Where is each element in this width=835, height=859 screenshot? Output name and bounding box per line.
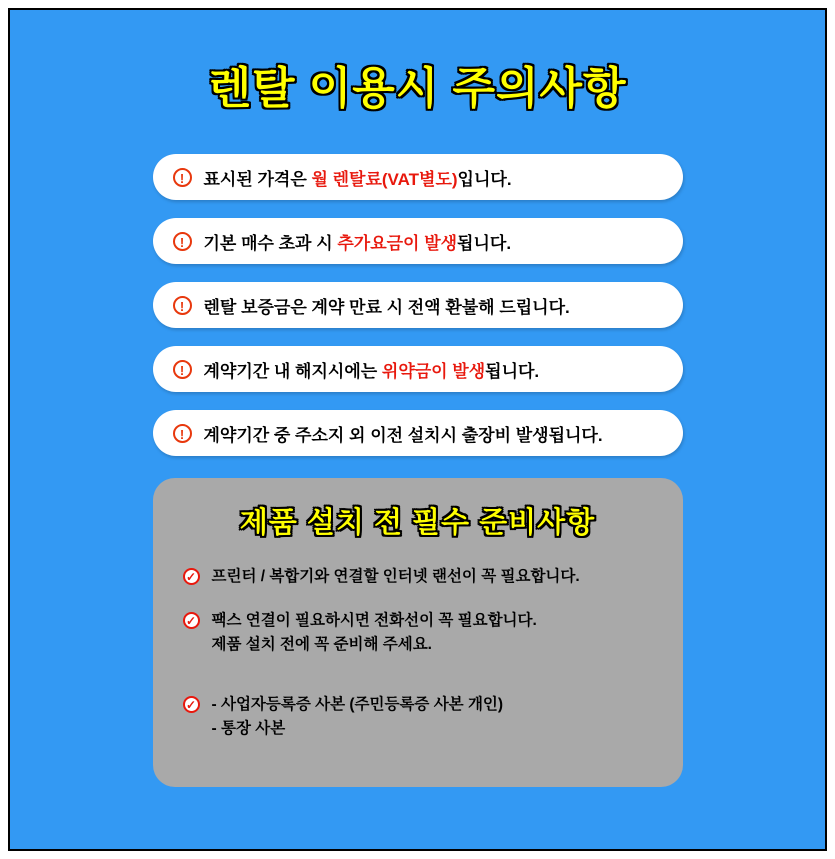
check-icon: ✓ — [183, 696, 200, 713]
exclamation-icon: ! — [173, 424, 192, 443]
notice-text: 계약기간 내 해지시에는 위약금이 발생됩니다. — [203, 361, 540, 381]
preparation-line: - 사업자등록증 사본 (주민등록증 사본 개인) — [211, 696, 504, 714]
list-item — [153, 410, 683, 456]
exclamation-icon: ! — [173, 296, 192, 315]
notice-list — [153, 154, 683, 456]
notice-text: 계약기간 중 주소지 외 이전 설치시 출장비 발생됩니다. — [203, 425, 603, 445]
list-item — [153, 218, 683, 264]
list-item — [153, 609, 683, 657]
preparation-line: 제품 설치 전에 꼭 준비해 주세요. — [211, 636, 432, 654]
poster-container — [8, 8, 827, 851]
preparation-line: 팩스 연결이 필요하시면 전화선이 꼭 필요합니다. — [211, 612, 537, 630]
exclamation-icon: ! — [173, 168, 192, 187]
list-item — [153, 282, 683, 328]
preparation-line: 프린터 / 복합기와 연결할 인터넷 랜선이 꼭 필요합니다. — [211, 568, 580, 585]
notice-text: 렌탈 보증금은 계약 만료 시 전액 환불해 드립니다. — [203, 297, 570, 317]
list-item — [153, 154, 683, 200]
preparation-section — [153, 478, 683, 787]
list-item — [153, 693, 683, 741]
exclamation-icon: ! — [173, 232, 192, 251]
notice-text: 표시된 가격은 월 렌탈료(VAT별도)입니다. — [203, 169, 512, 189]
list-item — [153, 565, 683, 589]
preparation-line: - 통장 사본 — [211, 720, 286, 738]
preparation-text — [212, 693, 504, 741]
notice-text: 기본 매수 초과 시 추가요금이 발생됩니다. — [203, 233, 512, 253]
check-icon: ✓ — [183, 612, 200, 629]
exclamation-icon: ! — [173, 360, 192, 379]
preparation-text — [212, 565, 580, 589]
preparation-title: 제품 설치 전 필수 준비사항 — [239, 507, 596, 539]
page-title: 렌탈 이용시 주의사항 — [208, 64, 627, 113]
check-icon: ✓ — [183, 568, 200, 585]
list-item — [153, 346, 683, 392]
preparation-text — [212, 609, 537, 657]
